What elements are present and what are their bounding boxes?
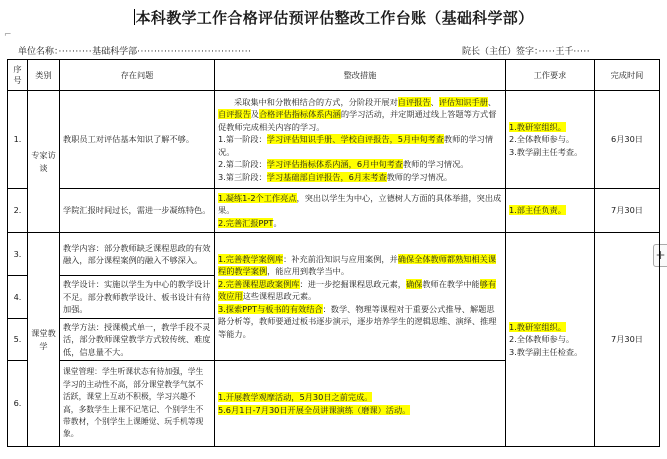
category-cell: 专家访谈 [28, 91, 60, 233]
row-seq: 4. [8, 276, 28, 319]
deadline-cell: 6月30日 [595, 91, 660, 189]
header-category: 类别 [28, 60, 60, 91]
category-cell: 课堂教学 [28, 233, 60, 447]
problem-cell: 课堂管理：学生听课状态有待加强，学生学习的主动性不高，部分课堂教学气氛不活跃，课堂上互动不积极，学习兴趣不高，多数学生上课不记笔记、个别学生不带教材，个别学生上课睡觉、玩手机等现象。 [60, 361, 215, 447]
header-measures: 整改措施 [215, 60, 506, 91]
row-seq: 1. [8, 91, 28, 189]
measures-cell: 采取集中和分散相结合的方式，分阶段开展对自评报告、评估知识手册、自评报告及合格评估指标体系内涵的学习活动，并定期通过线上答题等方式督促教师完成相关内容的学习。 1.第一阶段：学习评估知识手册、学校自评报告，5月中旬考查教师的学习情况。 2.第二阶段：学习评估指标体系内涵，6月中旬考查教师的学习情况。 3.第三阶段：学习基础部自评报告，6月末考查教师的学习情况。 [215, 91, 506, 189]
requirement-cell: 1.教研室组织。 2.全体教师参与。 3.教学副主任检查。 [506, 233, 595, 447]
problem-cell: 教职员工对评估基本知识了解不够。 [60, 91, 215, 189]
table-row [8, 91, 660, 189]
unit-name: 基础科学部 [92, 47, 138, 57]
header-deadline: 完成时间 [595, 60, 660, 91]
add-comment-icon[interactable]: + [653, 244, 667, 267]
problem-cell: 教学内容：部分教师缺乏课程思政的有效融入，部分课程案例的融入不够深入。 [60, 233, 215, 276]
deadline-cell: 7月30日 [595, 189, 660, 233]
measures-cell: 1.完善教学案例库：补充前沿知识与应用案例，并确保全体教师都熟知相关课程的教学案例，能应用到教学当中。 2.完善课程思政案例库：进一步挖掘课程思政元素，确保教师在教学中能够有效应用这些课程思政元素。 3.探索PPT与板书的有效结合：数学、物理等课程对于重要公式推导、解题思路分析等，教师要通过板书逐步演示，逐步培养学生的逻辑思维、演绎、推理等能力。 [215, 233, 506, 361]
rectification-ledger-table [7, 59, 660, 447]
row-seq: 2. [8, 189, 28, 233]
measures-cell: 1.凝练1-2个工作亮点，突出以学生为中心，立德树人方面的具体举措，突出成果。 2.完善汇报PPT。 [215, 189, 506, 233]
deadline-cell: 7月30日 [595, 233, 660, 447]
row-seq: 6. [8, 361, 28, 447]
header-seq: 序号 [8, 60, 28, 91]
problem-cell: 教学设计：实施以学生为中心的教学设计不足。部分教师教学设计、板书设计有待加强。 [60, 276, 215, 319]
problem-cell: 学院汇报时间过长，需进一步凝练特色。 [60, 189, 215, 233]
table-row [8, 189, 660, 233]
requirement-cell: 1.部主任负责。 [506, 189, 595, 233]
measures-cell: 1.开展教学观摩活动，5月30日之前完成。 5.6月1日-7月30日开展全员讲课演练（磨课）活动。 [215, 361, 506, 447]
header-problem: 存在问题 [60, 60, 215, 91]
text-cursor [134, 9, 135, 25]
row-seq: 5. [8, 319, 28, 361]
row-seq: 3. [8, 233, 28, 276]
header-requirement: 工作要求 [506, 60, 595, 91]
table-header-row [8, 60, 660, 91]
table-row [8, 233, 660, 276]
document-title: 本科教学工作合格评估预评估整改工作台账（基础科学部） [135, 9, 534, 27]
dean-name: 王千 [555, 47, 574, 57]
table-move-handle-icon[interactable]: ⌐ [4, 30, 12, 40]
unit-name-line: 单位名称：··········基础科学部·································· [18, 47, 252, 57]
requirement-cell: 1.教研室组织。 2.全体教师参与。 3.教学副主任考查。 [506, 91, 595, 189]
problem-cell: 教学方法：授课模式单一，教学手段不灵活，部分教师课堂教学方式较传统、难度低，信息量不大。 [60, 319, 215, 361]
dean-signature-line: 院长（主任）签字：·····王千····· [462, 47, 591, 57]
